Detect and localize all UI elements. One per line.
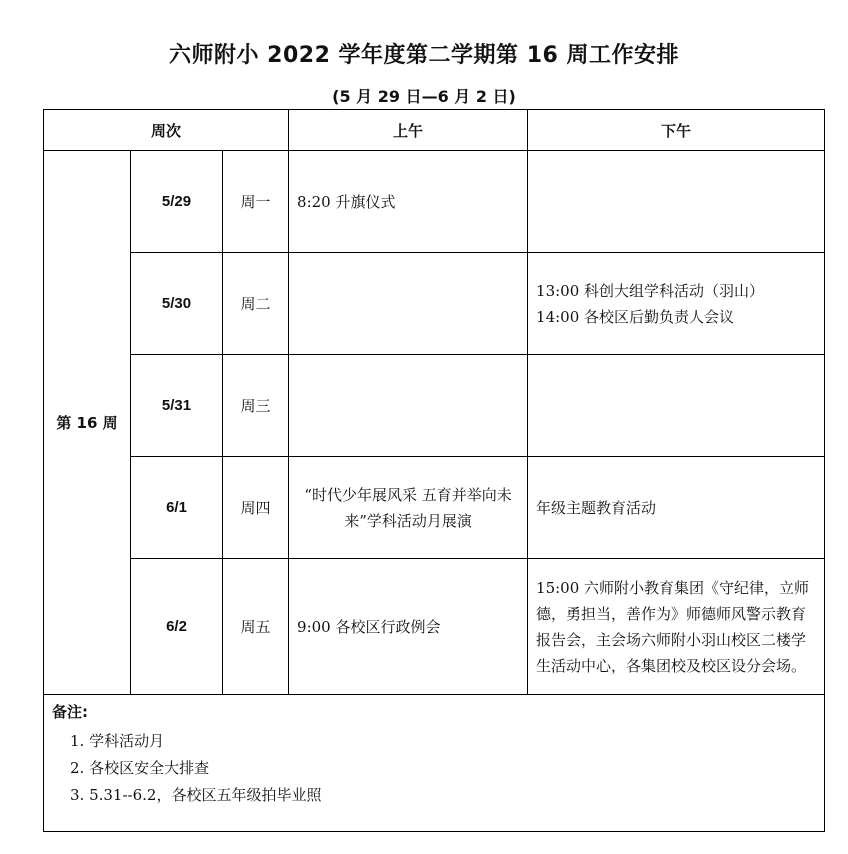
week-label: 第 16 周 [44,151,131,695]
date-cell: 5/30 [131,253,223,355]
day-cell: 周一 [223,151,289,253]
date-cell: 6/1 [131,457,223,559]
afternoon-cell [528,355,825,457]
notes-title: 备注: [52,703,88,721]
morning-cell: 9:00 各校区行政例会 [289,559,528,695]
table-row [44,151,825,253]
note-item: 3. 5.31--6.2，各校区五年级拍毕业照 [70,786,322,804]
day-cell: 周三 [223,355,289,457]
morning-cell [289,253,528,355]
table-row [44,355,825,457]
afternoon-cell: 13:00 科创大组学科活动（羽山） 14:00 各校区后勤负责人会议 [528,253,825,355]
table-row [44,559,825,695]
date-cell: 5/31 [131,355,223,457]
morning-cell: 8:20 升旗仪式 [289,151,528,253]
morning-cell: “时代少年展风采 五育并举向未来”学科活动月展演 [289,457,528,559]
morning-cell [289,355,528,457]
date-cell: 6/2 [131,559,223,695]
afternoon-cell: 15:00 六师附小教育集团《守纪律，立师德，勇担当，善作为》师德师风警示教育报告会，主会场六师附小羽山校区二楼学生活动中心，各集团校及校区设分会场。 [528,559,825,695]
note-item: 2. 各校区安全大排查 [70,759,210,777]
afternoon-cell: 年级主题教育活动 [528,457,825,559]
header-row [44,110,825,151]
day-cell: 周四 [223,457,289,559]
notes-section [44,695,825,832]
note-item: 1. 学科活动月 [70,732,165,750]
afternoon-cell [528,151,825,253]
day-cell: 周二 [223,253,289,355]
header-morning: 上午 [289,110,528,151]
table-row [44,253,825,355]
date-range: (5 月 29 日—6 月 2 日) [332,87,516,106]
notes-row [44,695,825,832]
header-week: 周次 [44,110,289,151]
schedule-table [43,109,825,832]
header-afternoon: 下午 [528,110,825,151]
page-title: 六师附小 2022 学年度第二学期第 16 周工作安排 [169,43,679,68]
table-row [44,457,825,559]
day-cell: 周五 [223,559,289,695]
date-cell: 5/29 [131,151,223,253]
